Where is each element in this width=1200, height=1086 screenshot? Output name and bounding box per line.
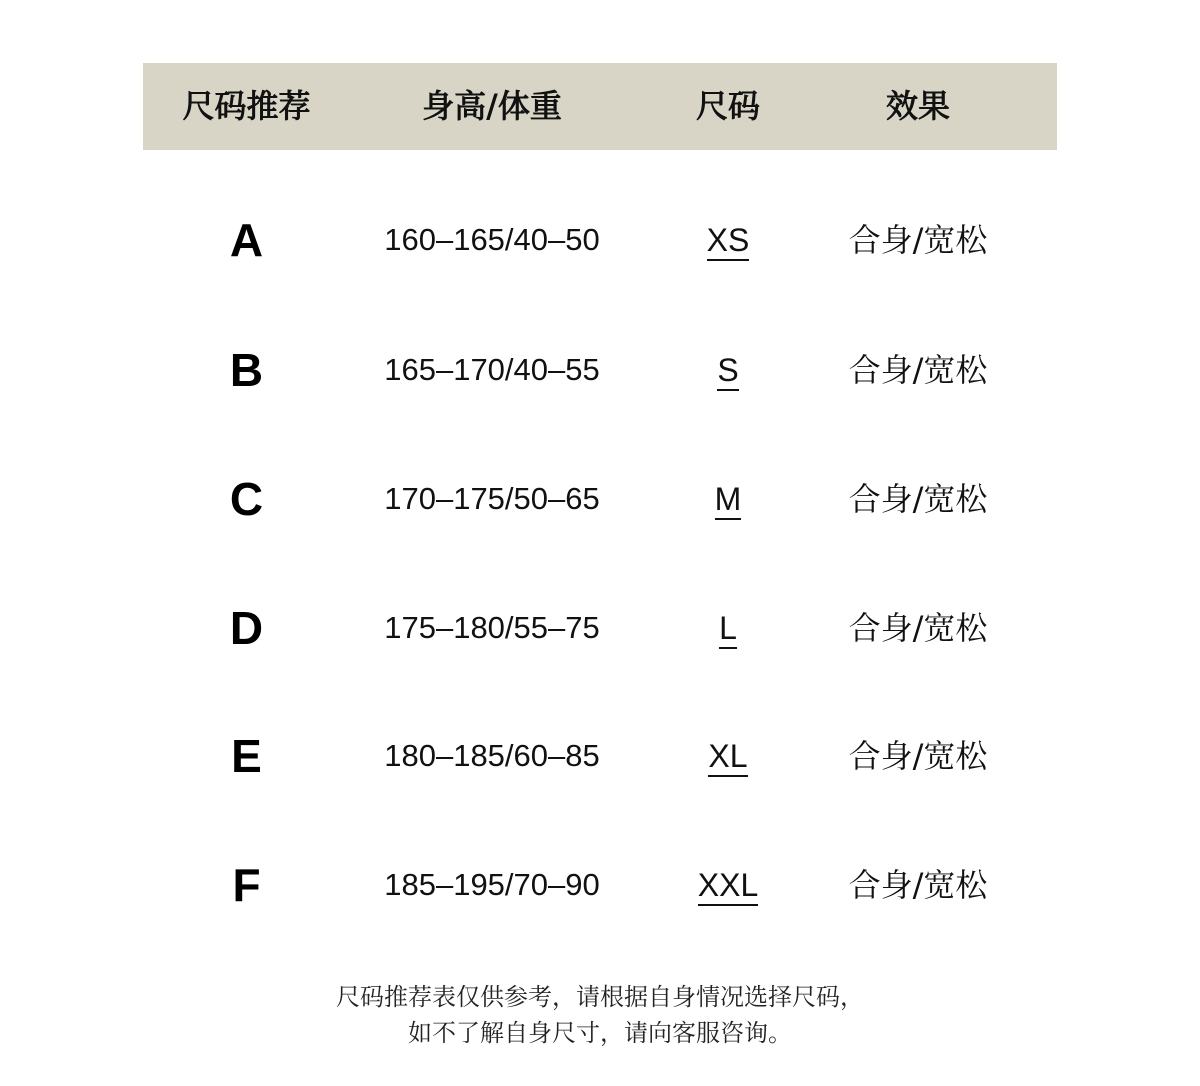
row-size	[653, 469, 803, 529]
row-letter: F	[232, 859, 261, 911]
table-row	[143, 855, 1057, 915]
row-letter: D	[229, 602, 264, 654]
row-effect: 合身/宽松	[848, 737, 988, 775]
row-size-label: M	[715, 482, 742, 520]
row-effect: 合身/宽松	[848, 480, 988, 518]
row-effect: 合身/宽松	[848, 351, 988, 389]
row-size-label: XL	[708, 739, 747, 777]
table-row	[143, 469, 1057, 529]
row-letter: E	[231, 730, 262, 782]
row-letter: B	[229, 344, 264, 396]
table-header	[143, 63, 1057, 150]
row-letter: A	[229, 214, 264, 266]
table-row	[143, 598, 1057, 658]
row-size-label: XXL	[698, 868, 758, 906]
row-height-weight: 170–175/50–65	[384, 481, 600, 516]
row-size	[653, 210, 803, 270]
row-height-weight: 165–170/40–55	[384, 352, 600, 387]
header-effect: 效果	[885, 87, 950, 125]
header-size: 尺码	[695, 87, 760, 125]
row-height-weight: 160–165/40–50	[384, 222, 600, 257]
row-effect: 合身/宽松	[848, 221, 988, 259]
row-letter: C	[229, 473, 264, 525]
row-size	[653, 726, 803, 786]
disclaimer-line-1: 尺码推荐表仅供参考，请根据自身情况选择尺码，	[336, 983, 864, 1011]
row-size	[653, 340, 803, 400]
table-row	[143, 210, 1057, 270]
row-height-weight: 175–180/55–75	[384, 610, 600, 645]
row-size-label: L	[719, 611, 737, 649]
table-row	[143, 340, 1057, 400]
row-height-weight: 185–195/70–90	[384, 867, 600, 902]
row-size	[653, 855, 803, 915]
row-height-weight: 180–185/60–85	[384, 738, 600, 773]
row-size-label: XS	[707, 223, 750, 261]
row-size-label: S	[717, 353, 738, 391]
disclaimer-line-2: 如不了解自身尺寸，请向客服咨询。	[408, 1019, 792, 1047]
row-effect: 合身/宽松	[848, 866, 988, 904]
row-effect: 合身/宽松	[848, 609, 988, 647]
header-height-weight: 身高/体重	[422, 87, 562, 125]
table-row	[143, 726, 1057, 786]
row-size	[653, 598, 803, 658]
header-size-recommendation: 尺码推荐	[182, 87, 311, 125]
